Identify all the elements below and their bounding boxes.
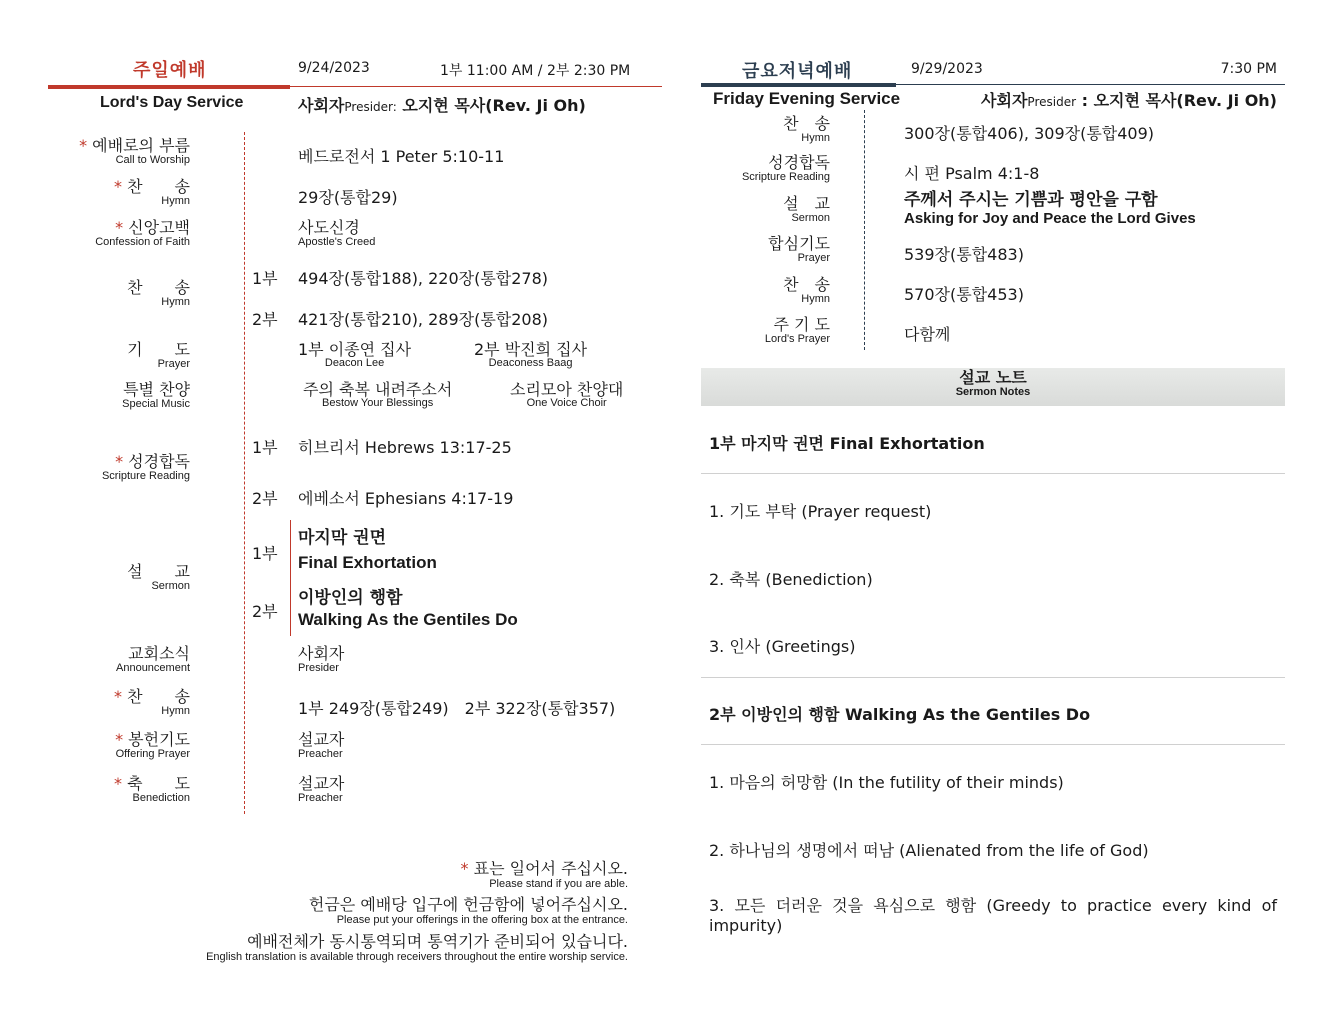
order-label-sermon: 설 교 Sermon (127, 562, 190, 592)
friday-content-hymn-2: 570장(통합453) (904, 285, 1024, 304)
order-content-hymn-3: 1부 249장(통합249) 2부 322장(통합357) (298, 699, 616, 718)
friday-time: 7:30 PM (1220, 61, 1277, 77)
friday-label-scripture: 성경합독 Scripture Reading (741, 153, 830, 183)
bu-label: 2부 (252, 310, 278, 329)
sunday-header-thin-rule (290, 86, 662, 87)
order-content-hymn-2a: 494장(통합188), 220장(통합278) (298, 269, 549, 288)
special-music-choir: 소리모아 찬양대 One Voice Choir (510, 380, 624, 409)
order-content-announcement: 사회자 Presider (298, 644, 345, 674)
order-label-prayer: 기 도 Prayer (127, 340, 190, 370)
order-label-confession: * 신앙고백 Confession of Faith (95, 218, 190, 248)
order-label-benediction: * 축 도 Benediction (113, 774, 190, 804)
order-content-call-to-worship: 베드로전서 1 Peter 5:10-11 (298, 147, 505, 166)
friday-content-prayer: 539장(통합483) (904, 245, 1024, 264)
order-label-call-to-worship: * 예배로의 부름 Call to Worship (79, 136, 190, 166)
note-item: 1. 기도 부탁 (Prayer request) (709, 502, 932, 521)
sermon-notes-title: 설교 노트 (959, 368, 1027, 387)
special-music-title: 주의 축복 내려주소서 Bestow Your Blessings (303, 380, 453, 409)
bu-label: 1부 (252, 438, 278, 457)
friday-content-scripture: 시 편 Psalm 4:1-8 (904, 164, 1040, 183)
order-label-scripture: * 성경합독 Scripture Reading (101, 452, 190, 482)
prayer-1: 1부 이종연 집사 Deacon Lee (298, 340, 412, 369)
order-label-hymn-3: * 찬 송 Hymn (113, 687, 190, 717)
sunday-presider (298, 93, 586, 116)
order-content-confession: 사도신경 Apostle's Creed (298, 218, 376, 248)
bu-label: 1부 (252, 269, 278, 288)
sermon-notes-title-en: Sermon Notes (955, 385, 1031, 398)
notice-offering: 헌금은 예배당 입구에 헌금함에 넣어주십시오. Please put your offerings in the offering box at the entrance. (308, 895, 628, 926)
order-label-hymn-2: 찬 송 Hymn (127, 278, 190, 308)
order-content-benediction: 설교자 Preacher (298, 774, 345, 804)
friday-header-rule (701, 83, 896, 87)
friday-content-sermon: 주께서 주시는 기쁨과 평안을 구함 Asking for Joy and Peace the Lord Gives (904, 190, 1196, 228)
order-content-scripture-1: 히브리서 Hebrews 13:17-25 (298, 438, 512, 457)
friday-label-hymn-2: 찬 송 Hymn (783, 275, 830, 305)
note-item: 1. 마음의 허망함 (In the futility of their minds) (709, 773, 1064, 792)
friday-label-sermon: 설 교 Sermon (783, 194, 830, 224)
prayer-2: 2부 박진희 집사 Deaconess Baag (474, 340, 588, 369)
note-heading: 1부 마지막 권면 Final Exhortation (709, 434, 985, 453)
note-item: 2. 축복 (Benediction) (709, 570, 873, 589)
presider-name: : 오지현 목사(Rev. Ji Oh) (1081, 91, 1277, 110)
sunday-header-rule (48, 85, 290, 89)
friday-title: 금요저녁예배 (742, 61, 853, 82)
note-divider (701, 473, 1285, 474)
sermon-1: 마지막 권면 Final Exhortation (298, 528, 437, 572)
sunday-subtitle: Lord's Day Service (100, 94, 244, 111)
presider-en: Presider: (344, 100, 397, 114)
bu-label: 2부 (252, 489, 278, 508)
presider-label: 사회자 (298, 96, 345, 115)
note-divider (701, 677, 1285, 678)
order-label-hymn-1: * 찬 송 Hymn (113, 177, 190, 207)
notice-translation: 예배전체가 동시통역되며 통역기가 준비되어 있습니다. English translation is available through receivers throughout the entire worship service. (206, 932, 628, 963)
sermon-bracket (290, 520, 291, 636)
sermon-2: 이방인의 행함 Walking As the Gentiles Do (298, 588, 518, 630)
order-content-hymn-2b: 421장(통합210), 289장(통합208) (298, 310, 549, 329)
friday-presider (981, 88, 1277, 111)
friday-divider (864, 110, 865, 350)
friday-content-hymn-1: 300장(통합406), 309장(통합409) (904, 124, 1155, 143)
sunday-date: 9/24/2023 (298, 60, 370, 76)
bu-label: 1부 (252, 544, 278, 563)
friday-content-lords-prayer: 다함께 (904, 325, 951, 344)
sermon-notes-band (701, 368, 1285, 406)
order-content-scripture-2: 에베소서 Ephesians 4:17-19 (298, 489, 514, 508)
friday-label-prayer: 합심기도 Prayer (768, 234, 830, 264)
sunday-time: 1부 11:00 AM / 2부 2:30 PM (440, 63, 631, 79)
friday-header-thin-rule (896, 84, 1285, 85)
order-label-announcement: 교회소식 Announcement (116, 644, 190, 674)
friday-label-hymn-1: 찬 송 Hymn (783, 114, 830, 144)
note-item: 3. 모든 더러운 것을 욕심으로 행함 (Greedy to practice every kind of impurity) (709, 896, 1277, 935)
order-label-special-music: 특별 찬양 Special Music (122, 380, 190, 410)
presider-label: 사회자 (981, 91, 1028, 110)
note-heading: 2부 이방인의 행함 Walking As the Gentiles Do (709, 705, 1091, 724)
bu-label: 2부 (252, 602, 278, 621)
friday-date: 9/29/2023 (911, 61, 983, 77)
presider-name: 오지현 목사(Rev. Ji Oh) (402, 96, 586, 115)
order-content-offering-prayer: 설교자 Preacher (298, 730, 345, 760)
order-label-offering-prayer: * 봉헌기도 Offering Prayer (115, 730, 190, 760)
friday-label-lords-prayer: 주 기 도 Lord's Prayer (764, 315, 830, 345)
note-item: 2. 하나님의 생명에서 떠남 (Alienated from the life of God) (709, 841, 1149, 860)
sunday-divider (244, 132, 245, 814)
note-item: 3. 인사 (Greetings) (709, 637, 856, 656)
order-content-hymn-1: 29장(통합29) (298, 188, 398, 207)
presider-en: Presider (1027, 95, 1077, 109)
note-divider (701, 744, 1285, 745)
notice-stand: * 표는 일어서 주십시오. Please stand if you are able. (460, 859, 628, 890)
sunday-title: 주일예배 (133, 60, 207, 81)
friday-subtitle: Friday Evening Service (713, 89, 901, 108)
